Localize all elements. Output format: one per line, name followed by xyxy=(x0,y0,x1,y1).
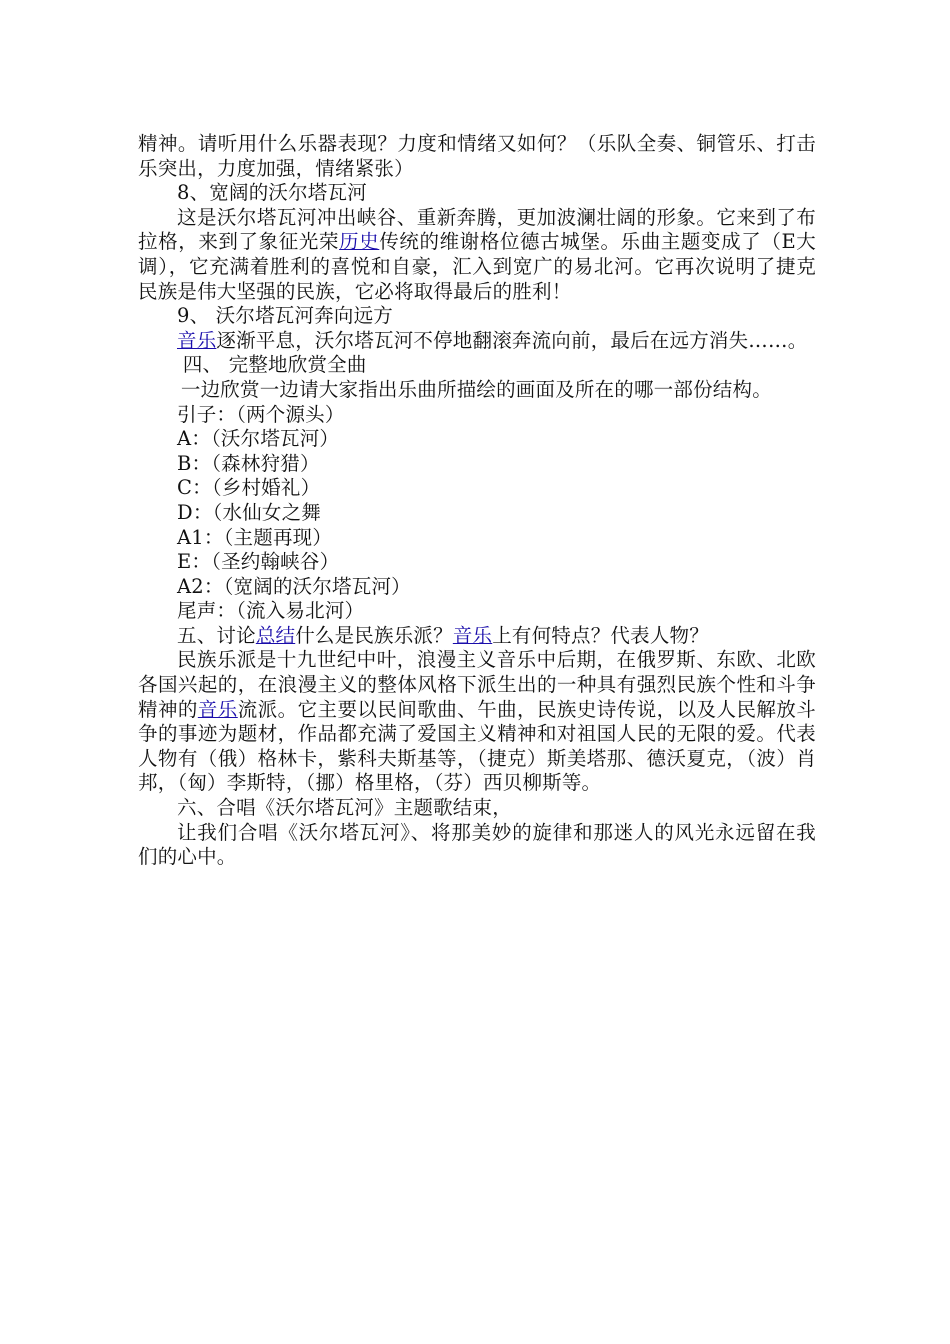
list-item: D：（水仙女之舞 xyxy=(177,500,321,524)
paragraph-vltava-away xyxy=(138,329,816,354)
history-link[interactable]: 历史 xyxy=(339,230,380,254)
music-link[interactable]: 音乐 xyxy=(197,697,238,721)
list-item: 引子：（两个源头） xyxy=(177,402,345,426)
paragraph-text: 传统的维谢格位德古城堡。乐曲主题变成了（E大调），它充满着胜利的喜悦和自豪，汇入到宽广的易北河。它再次说明了捷克民族是伟大坚强的民族，它必将取得最后的胜利！ xyxy=(138,230,816,303)
structure-list xyxy=(138,403,816,624)
list-item: A2：（宽阔的沃尔塔瓦河） xyxy=(177,574,411,598)
section-9-heading: 9、 沃尔塔瓦河奔向远方 xyxy=(177,304,394,328)
heading-text: 上有何特点？代表人物？ xyxy=(492,623,709,647)
document-page xyxy=(138,132,816,870)
music-link[interactable]: 音乐 xyxy=(452,623,493,647)
paragraph-closing: 让我们合唱《沃尔塔瓦河》、将那美妙的旋律和那迷人的风光永远留在我们的心中。 xyxy=(138,820,816,869)
paragraph-full-listening: 一边欣赏一边请大家指出乐曲所描绘的画面及所在的哪一部份结构。 xyxy=(180,377,772,401)
music-link[interactable]: 音乐 xyxy=(177,328,217,352)
heading-text: 什么是民族乐派？ xyxy=(295,623,453,647)
section-6-heading: 六、合唱《沃尔塔瓦河》主题歌结束， xyxy=(177,796,512,820)
list-item: A：（沃尔塔瓦河） xyxy=(177,427,340,451)
paragraph-wide-vltava xyxy=(138,206,816,304)
paragraph-instrument-question: 精神。请听用什么乐器表现？力度和情绪又如何？（乐队全奏、铜管乐、打击乐突出，力度加强，情绪紧张） xyxy=(138,132,816,180)
list-item: C：（乡村婚礼） xyxy=(177,476,321,500)
paragraph-text: 民族乐派是十九世纪中叶，浪漫主义音乐中后期，在俄罗斯、东欧、北欧各国兴起的，在浪漫主义的整体风格下派生出的一种具有强烈民族个性和斗争精神的 xyxy=(138,648,816,721)
paragraph-national-school xyxy=(138,648,816,796)
paragraph-text: 流派。它主要以民间歌曲、午曲，民族史诗传说，以及人民解放斗争的事迹为题材，作品都充满了爱国主义精神和对祖国人民的无限的爱。代表人物有（俄）格林卡，紫科夫斯基等，（捷克）斯美塔那、德沃夏克，（波）肖邦，（匈）李斯特，（挪）格里格，（芬）西贝柳斯等。 xyxy=(138,697,816,795)
list-item: A1：（主题再现） xyxy=(177,525,333,549)
section-8-heading: 8、宽阔的沃尔塔瓦河 xyxy=(177,181,367,205)
paragraph-text: 这是沃尔塔瓦河冲出峡谷、重新奔腾，更加波澜壮阔的形象。它来到了布拉格，来到了象征光荣 xyxy=(138,205,816,254)
section-4-heading: 四、 完整地欣赏全曲 xyxy=(182,353,367,377)
list-item: 尾声：（流入易北河） xyxy=(177,599,365,623)
summary-link[interactable]: 总结 xyxy=(255,623,296,647)
list-item: B：（森林狩猎） xyxy=(177,451,320,475)
paragraph-text: 逐渐平息，沃尔塔瓦河不停地翻滚奔流向前，最后在远方消失……。 xyxy=(216,328,808,352)
list-item: E：（圣约翰峡谷） xyxy=(177,550,340,574)
section-5-heading xyxy=(138,624,816,649)
heading-text: 五、讨论 xyxy=(177,623,256,647)
